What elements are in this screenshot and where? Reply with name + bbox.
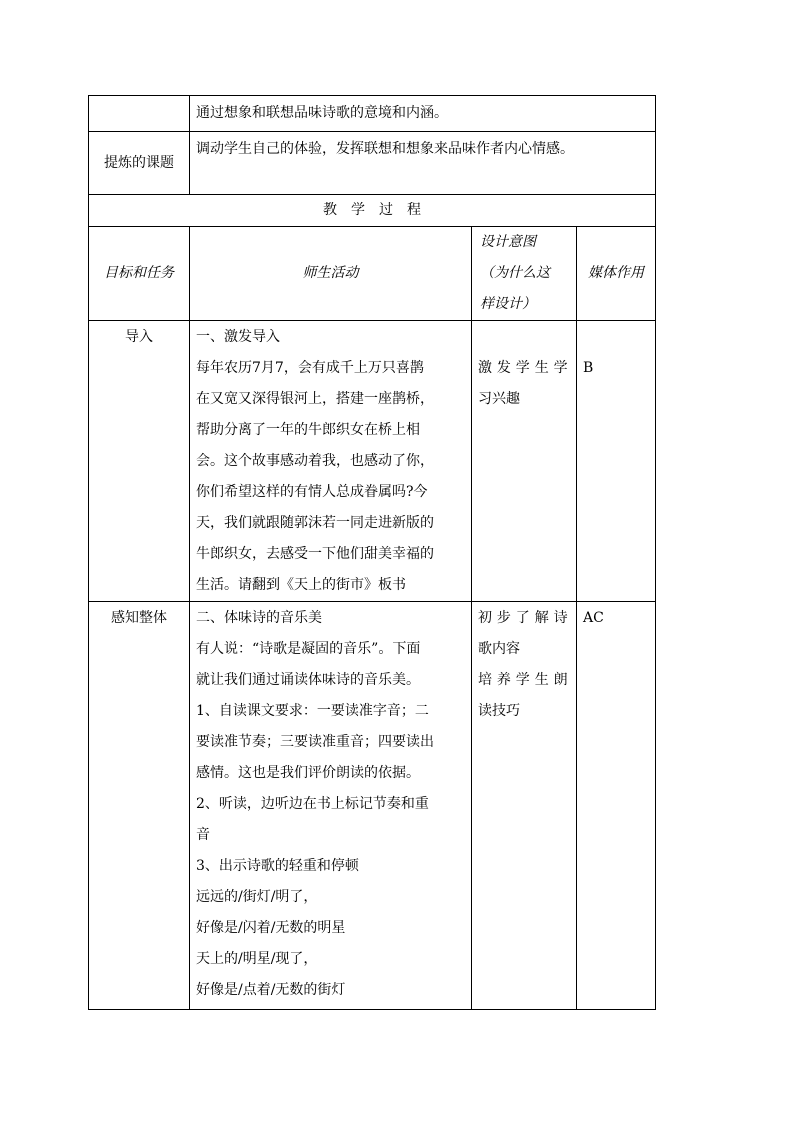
intent-line: 读技巧 bbox=[478, 703, 520, 719]
header-intent bbox=[472, 227, 577, 321]
topic-row bbox=[89, 132, 656, 195]
overall-activity bbox=[190, 602, 472, 1010]
activity-line: 帮助分离了一年的牛郎织女在桥上相 bbox=[196, 422, 420, 438]
intro-activity bbox=[190, 321, 472, 602]
header-activity: 师生活动 bbox=[190, 227, 472, 321]
activity-line: 1、自读课文要求：一要读准字音；二 bbox=[196, 703, 429, 719]
activity-line: 有人说：“诗歌是凝固的音乐”。下面 bbox=[196, 641, 421, 657]
header-intent-line: （为什么这 bbox=[480, 265, 550, 281]
header-media: 媒体作用 bbox=[577, 227, 656, 321]
header-goal: 目标和任务 bbox=[89, 227, 190, 321]
intent-line: 习兴趣 bbox=[478, 391, 520, 407]
header-intent-line: 样设计） bbox=[480, 296, 536, 312]
activity-line: 3、出示诗歌的轻重和停顿 bbox=[196, 858, 359, 874]
goal-row bbox=[89, 96, 656, 132]
process-heading: 教 学 过 程 bbox=[89, 195, 656, 227]
lesson-plan-table bbox=[88, 95, 656, 1010]
topic-label: 提炼的课题 bbox=[89, 132, 190, 195]
activity-line: 每年农历7月7，会有成千上万只喜鹊 bbox=[196, 360, 424, 376]
intent-line: 培养学生朗 bbox=[478, 672, 573, 688]
intro-row bbox=[89, 321, 656, 602]
activity-line: 感情。这也是我们评价朗读的依据。 bbox=[196, 765, 420, 781]
overall-media: AC bbox=[577, 602, 656, 1010]
process-heading-row bbox=[89, 195, 656, 227]
activity-line: 会。这个故事感动着我，也感动了你， bbox=[196, 453, 434, 469]
overall-intent bbox=[472, 602, 577, 1010]
overall-label: 感知整体 bbox=[89, 602, 190, 1010]
activity-line: 牛郎织女，去感受一下他们甜美幸福的 bbox=[196, 546, 434, 562]
activity-line: 要读准节奏；三要读准重音；四要读出 bbox=[196, 734, 434, 750]
intro-media: B bbox=[577, 321, 656, 602]
goal-text: 通过想象和联想品味诗歌的意境和内涵。 bbox=[190, 96, 656, 132]
activity-line: 远远的/街灯/明了， bbox=[196, 889, 318, 905]
activity-line: 好像是/点着/无数的街灯 bbox=[196, 982, 346, 998]
header-intent-line: 设计意图 bbox=[480, 234, 536, 250]
header-row bbox=[89, 227, 656, 321]
topic-text: 调动学生自己的体验，发挥联想和想象来品味作者内心情感。 bbox=[190, 132, 656, 195]
intro-intent bbox=[472, 321, 577, 602]
activity-line: 好像是/闪着/无数的明星 bbox=[196, 920, 346, 936]
activity-line: 一、激发导入 bbox=[196, 329, 280, 345]
activity-line: 在又宽又深得银河上，搭建一座鹊桥， bbox=[196, 391, 434, 407]
intent-line: 激发学生学 bbox=[478, 360, 573, 376]
activity-line: 生活。请翻到《天上的街市》板书 bbox=[196, 577, 406, 593]
activity-line: 你们希望这样的有情人总成眷属吗?今 bbox=[196, 484, 428, 500]
intro-label: 导入 bbox=[89, 321, 190, 602]
activity-line: 二、体味诗的音乐美 bbox=[196, 610, 322, 626]
activity-line: 天，我们就跟随郭沫若一同走进新版的 bbox=[196, 515, 434, 531]
activity-line: 音 bbox=[196, 827, 210, 843]
intent-line: 歌内容 bbox=[478, 641, 520, 657]
overall-row bbox=[89, 602, 656, 1010]
activity-line: 就让我们通过诵读体味诗的音乐美。 bbox=[196, 672, 420, 688]
activity-line: 天上的/明星/现了， bbox=[196, 951, 318, 967]
activity-line: 2、听读，边听边在书上标记节奏和重 bbox=[196, 796, 429, 812]
intent-line: 初步了解诗 bbox=[478, 610, 573, 626]
